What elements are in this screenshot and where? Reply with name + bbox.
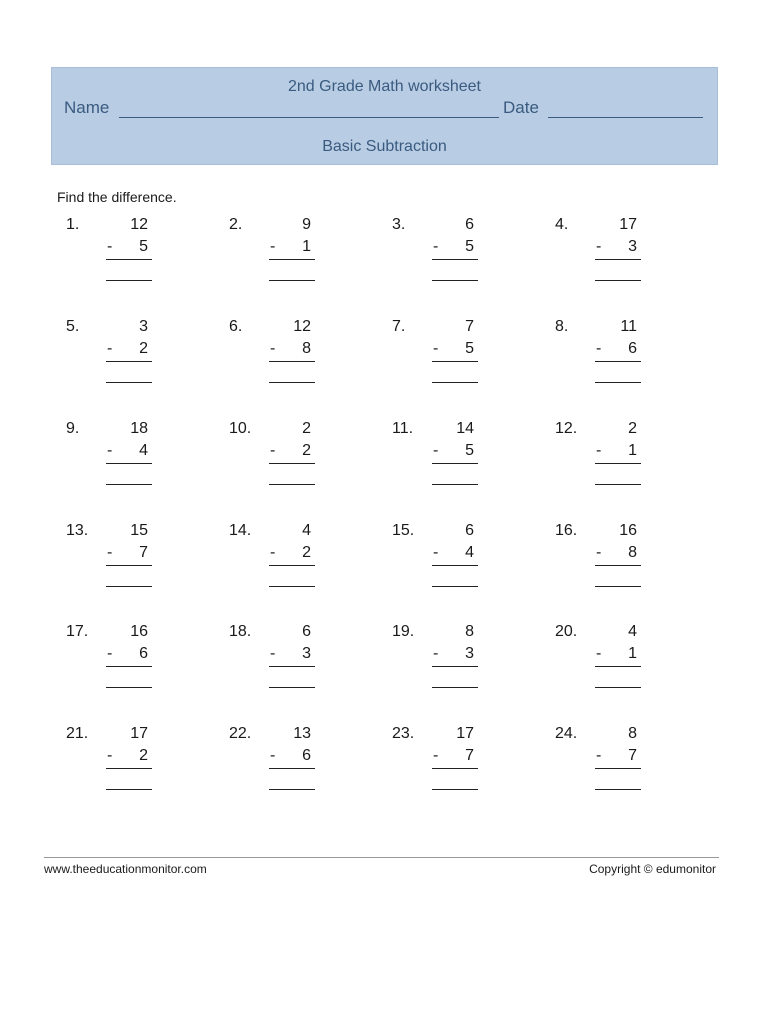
minuend: 15 xyxy=(130,522,148,539)
minuend: 2 xyxy=(302,420,311,437)
operation-line xyxy=(106,463,152,464)
minuend: 11 xyxy=(620,318,637,335)
problem-number: 6. xyxy=(229,318,243,335)
minus-sign: - xyxy=(433,645,439,662)
problem-12 xyxy=(555,420,665,500)
minus-sign: - xyxy=(596,645,602,662)
problem-15 xyxy=(392,522,502,602)
minuend: 6 xyxy=(465,216,474,233)
subtrahend: 4 xyxy=(139,442,148,459)
worksheet-title: 2nd Grade Math worksheet xyxy=(288,78,481,95)
answer-blank[interactable] xyxy=(432,382,478,383)
subtrahend: 5 xyxy=(139,238,148,255)
operation-line xyxy=(269,666,315,667)
problem-6 xyxy=(229,318,339,398)
worksheet-subtitle: Basic Subtraction xyxy=(322,138,447,155)
minus-sign: - xyxy=(433,238,439,255)
problem-19 xyxy=(392,623,502,703)
minuend: 17 xyxy=(130,725,148,742)
minuend: 8 xyxy=(465,623,474,640)
problem-number: 23. xyxy=(392,725,415,742)
worksheet-header xyxy=(51,67,718,165)
operation-line xyxy=(269,768,315,769)
answer-blank[interactable] xyxy=(269,280,315,281)
answer-blank[interactable] xyxy=(432,280,478,281)
minuend: 7 xyxy=(465,318,474,335)
minus-sign: - xyxy=(433,544,439,561)
answer-blank[interactable] xyxy=(106,789,152,790)
minus-sign: - xyxy=(107,645,113,662)
problem-number: 18. xyxy=(229,623,252,640)
problem-number: 8. xyxy=(555,318,569,335)
minus-sign: - xyxy=(433,747,439,764)
answer-blank[interactable] xyxy=(595,484,641,485)
subtrahend: 2 xyxy=(302,442,311,459)
subtrahend: 1 xyxy=(302,238,311,255)
minus-sign: - xyxy=(596,747,602,764)
answer-blank[interactable] xyxy=(432,687,478,688)
answer-blank[interactable] xyxy=(595,789,641,790)
minus-sign: - xyxy=(596,340,602,357)
problem-18 xyxy=(229,623,339,703)
problem-13 xyxy=(66,522,176,602)
problem-5 xyxy=(66,318,176,398)
problem-10 xyxy=(229,420,339,500)
subtrahend: 3 xyxy=(302,645,311,662)
operation-line xyxy=(595,463,641,464)
minuend: 17 xyxy=(456,725,474,742)
problem-number: 7. xyxy=(392,318,406,335)
subtrahend: 6 xyxy=(139,645,148,662)
answer-blank[interactable] xyxy=(432,484,478,485)
minus-sign: - xyxy=(107,340,113,357)
subtrahend: 2 xyxy=(139,340,148,357)
subtrahend: 3 xyxy=(465,645,474,662)
minus-sign: - xyxy=(270,544,276,561)
minus-sign: - xyxy=(433,442,439,459)
minuend: 8 xyxy=(628,725,637,742)
problem-9 xyxy=(66,420,176,500)
minus-sign: - xyxy=(270,238,276,255)
operation-line xyxy=(269,259,315,260)
problem-number: 1. xyxy=(66,216,80,233)
instructions: Find the difference. xyxy=(57,189,177,205)
operation-line xyxy=(595,361,641,362)
subtrahend: 7 xyxy=(465,747,474,764)
problem-2 xyxy=(229,216,339,296)
problem-number: 14. xyxy=(229,522,252,539)
minuend: 12 xyxy=(293,318,311,335)
minuend: 17 xyxy=(619,216,637,233)
minus-sign: - xyxy=(270,442,276,459)
operation-line xyxy=(432,768,478,769)
answer-blank[interactable] xyxy=(106,280,152,281)
problem-number: 12. xyxy=(555,420,578,437)
problem-22 xyxy=(229,725,339,805)
minus-sign: - xyxy=(596,442,602,459)
subtrahend: 3 xyxy=(628,238,637,255)
answer-blank[interactable] xyxy=(269,382,315,383)
answer-blank[interactable] xyxy=(269,586,315,587)
problem-4 xyxy=(555,216,665,296)
minus-sign: - xyxy=(270,645,276,662)
subtrahend: 1 xyxy=(628,442,637,459)
problem-number: 13. xyxy=(66,522,89,539)
problem-1 xyxy=(66,216,176,296)
minus-sign: - xyxy=(107,442,113,459)
operation-line xyxy=(432,259,478,260)
problem-23 xyxy=(392,725,502,805)
minuend: 18 xyxy=(130,420,148,437)
minus-sign: - xyxy=(270,340,276,357)
problem-number: 16. xyxy=(555,522,578,539)
operation-line xyxy=(595,768,641,769)
operation-line xyxy=(432,565,478,566)
footer-website: www.theeducationmonitor.com xyxy=(44,862,207,876)
problem-14 xyxy=(229,522,339,602)
answer-blank[interactable] xyxy=(595,687,641,688)
problem-20 xyxy=(555,623,665,703)
minuend: 14 xyxy=(456,420,474,437)
operation-line xyxy=(595,259,641,260)
answer-blank[interactable] xyxy=(106,687,152,688)
date-label: Date xyxy=(503,98,539,117)
operation-line xyxy=(106,666,152,667)
answer-blank[interactable] xyxy=(432,586,478,587)
answer-blank[interactable] xyxy=(106,382,152,383)
operation-line xyxy=(595,666,641,667)
problem-number: 19. xyxy=(392,623,415,640)
minus-sign: - xyxy=(596,544,602,561)
problem-number: 20. xyxy=(555,623,578,640)
minuend: 6 xyxy=(302,623,311,640)
subtrahend: 5 xyxy=(465,442,474,459)
problem-8 xyxy=(555,318,665,398)
footer-divider xyxy=(44,857,719,858)
problem-11 xyxy=(392,420,502,500)
minuend: 16 xyxy=(619,522,637,539)
problem-number: 2. xyxy=(229,216,243,233)
minuend: 4 xyxy=(302,522,311,539)
operation-line xyxy=(432,666,478,667)
problem-number: 15. xyxy=(392,522,415,539)
problem-number: 17. xyxy=(66,623,89,640)
minus-sign: - xyxy=(107,238,113,255)
minus-sign: - xyxy=(596,238,602,255)
problem-7 xyxy=(392,318,502,398)
minuend: 13 xyxy=(293,725,311,742)
minuend: 9 xyxy=(302,216,311,233)
minuend: 12 xyxy=(130,216,148,233)
operation-line xyxy=(269,565,315,566)
answer-blank[interactable] xyxy=(269,789,315,790)
minuend: 16 xyxy=(130,623,148,640)
subtrahend: 5 xyxy=(465,238,474,255)
problem-number: 10. xyxy=(229,420,252,437)
operation-line xyxy=(106,565,152,566)
minus-sign: - xyxy=(433,340,439,357)
problem-3 xyxy=(392,216,502,296)
subtrahend: 7 xyxy=(628,747,637,764)
problem-number: 3. xyxy=(392,216,406,233)
operation-line xyxy=(269,463,315,464)
subtrahend: 6 xyxy=(628,340,637,357)
operation-line xyxy=(106,361,152,362)
subtrahend: 1 xyxy=(628,645,637,662)
minuend: 2 xyxy=(628,420,637,437)
problem-16 xyxy=(555,522,665,602)
answer-blank[interactable] xyxy=(106,586,152,587)
subtrahend: 2 xyxy=(302,544,311,561)
problem-number: 24. xyxy=(555,725,578,742)
problem-17 xyxy=(66,623,176,703)
problem-number: 4. xyxy=(555,216,569,233)
answer-blank[interactable] xyxy=(595,280,641,281)
subtrahend: 8 xyxy=(302,340,311,357)
problem-24 xyxy=(555,725,665,805)
problem-number: 9. xyxy=(66,420,80,437)
answer-blank[interactable] xyxy=(269,687,315,688)
name-blank-line xyxy=(119,117,499,118)
problem-number: 22. xyxy=(229,725,252,742)
subtrahend: 7 xyxy=(139,544,148,561)
answer-blank[interactable] xyxy=(106,484,152,485)
operation-line xyxy=(432,361,478,362)
name-label: Name xyxy=(64,98,110,117)
minuend: 6 xyxy=(465,522,474,539)
subtrahend: 8 xyxy=(628,544,637,561)
operation-line xyxy=(106,259,152,260)
subtrahend: 5 xyxy=(465,340,474,357)
subtrahend: 2 xyxy=(139,747,148,764)
footer-copyright: Copyright © edumonitor xyxy=(589,862,716,876)
answer-blank[interactable] xyxy=(269,484,315,485)
operation-line xyxy=(269,361,315,362)
operation-line xyxy=(432,463,478,464)
answer-blank[interactable] xyxy=(432,789,478,790)
problem-number: 11. xyxy=(392,420,414,437)
subtrahend: 6 xyxy=(302,747,311,764)
operation-line xyxy=(106,768,152,769)
subtrahend: 4 xyxy=(465,544,474,561)
minus-sign: - xyxy=(270,747,276,764)
minus-sign: - xyxy=(107,544,113,561)
problem-21 xyxy=(66,725,176,805)
answer-blank[interactable] xyxy=(595,586,641,587)
problem-number: 21. xyxy=(66,725,89,742)
operation-line xyxy=(595,565,641,566)
minuend: 4 xyxy=(628,623,637,640)
minuend: 3 xyxy=(139,318,148,335)
answer-blank[interactable] xyxy=(595,382,641,383)
problem-number: 5. xyxy=(66,318,80,335)
minus-sign: - xyxy=(107,747,113,764)
date-blank-line xyxy=(548,117,703,118)
